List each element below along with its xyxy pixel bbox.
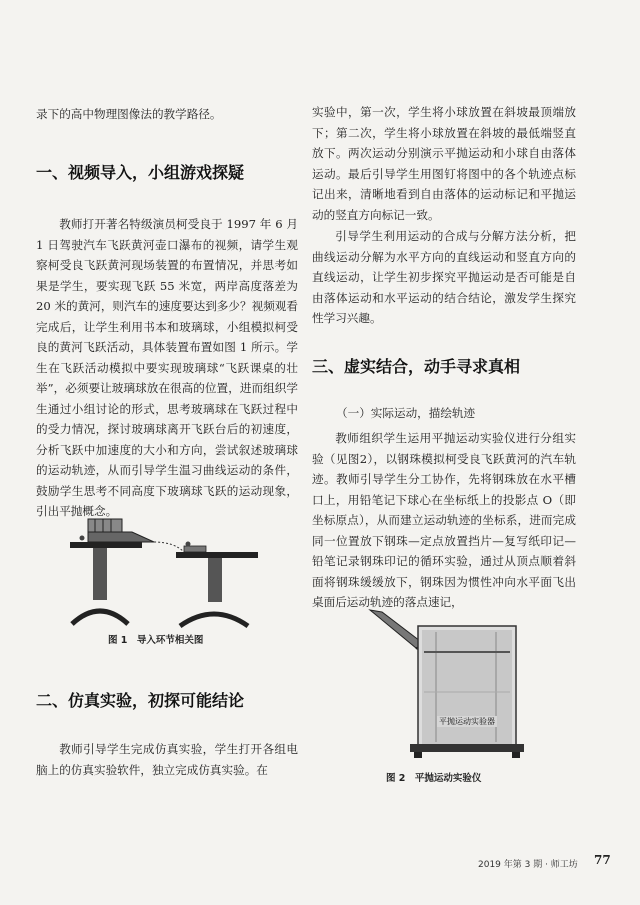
figure2-apparatus: [364, 606, 530, 766]
intro-fragment: 录下的高中物理图像法的教学路径。: [36, 107, 222, 121]
section1-heading: 一、视频导入，小组游戏探疑: [36, 163, 245, 182]
continuation-paragraph: 实验中，第一次，学生将小球放置在斜坡最顶端放下；第二次，学生将小球放置在斜坡的最低端竖直放下。两次运动分别演示平抛运动和小球自由落体运动。最后引导学生用图钉将图中的各个轨迹点标记出来，清晰地看到自由落体的运动标记和平抛运动的竖直方向标记一致。: [312, 105, 576, 222]
section2-heading: 二、仿真实验，初探可能结论: [36, 691, 245, 710]
subsection1-heading: （一）实际运动，描绘轨迹: [336, 406, 476, 420]
page-number: 77: [594, 853, 611, 867]
subsection1-paragraph: 教师组织学生运用平抛运动实验仪进行分组实验（见图2），以钢珠模拟柯受良飞跃黄河的汽车轨迹。教师引导学生分工协作，先将钢珠放在水平槽口上，用铅笔记下球心在坐标纸上的投影点 O（即坐标原点），从而建立运动轨迹的坐标系，进而完成同一位置放下钢珠—定点放置挡片—复写纸印记—铅笔记录钢珠印记的循环实验，通过从顶点顺着斜面将钢珠缓缓放下，钢珠因为惯性冲向水平面飞出桌面后运动轨迹的落点速记，: [312, 431, 576, 609]
figure1-caption: 图 1 导入环节相关图: [108, 635, 204, 646]
journal-footer: 2019 年第 3 期 · 师工坊: [478, 860, 578, 870]
figure1-illustration: [62, 506, 262, 630]
section3-heading: 三、虚实结合，动手寻求真相: [312, 357, 521, 376]
analysis-paragraph: 引导学生利用运动的合成与分解方法分析，把曲线运动分解为水平方向的直线运动和竖直方向的直线运动，让学生初步探究平抛运动是否可能是自由落体运动和水平运动的结合结论，激发学生探究性学习兴趣。: [312, 229, 576, 325]
figure2-caption: 图 2 平抛运动实验仪: [386, 773, 482, 784]
section2-paragraph: 教师引导学生完成仿真实验，学生打开各组电脑上的仿真实验软件，独立完成仿真实验。在: [36, 742, 298, 777]
section1-paragraph: 教师打开著名特级演员柯受良于 1997 年 6 月 1 日驾驶汽车飞跃黄河壶口瀑布的视频，请学生观察柯受良飞跃黄河现场装置的布置情况，并思考如果是学生，要实现飞跃 55 米宽，两岸高度落差为 20 米的黄河，则汽车的速度要达到多少？视频观看完成后，让学生利用书本和玻璃球，小组模拟柯受良的黄河飞跃活动，具体装置布置如图 1 所示。学生在飞跃活动模拟中要实现玻璃球“飞跃课桌的壮举”，必须要让玻璃球放在很高的位置，进而组织学生通过小组讨论的形式，思考玻璃球在飞跃过程中的受力情况，探讨玻璃球离开飞跃台后的初速度，分析飞跃中加速度的大小和方向，尝试叙述玻璃球的运动轨迹，从而引导学生温习曲线运动的条件，鼓励学生思考不同高度下玻璃球飞跃的运动现象，引出平抛概念。: [36, 217, 298, 518]
figure2-label: 平抛运动实验器: [439, 717, 495, 726]
